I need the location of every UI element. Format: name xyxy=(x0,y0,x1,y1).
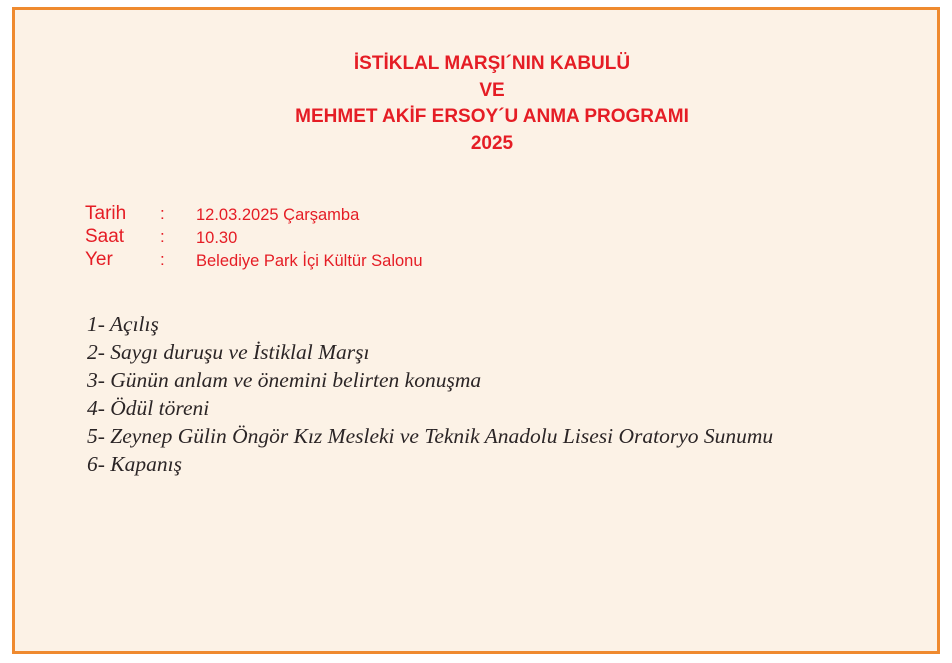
date-label: Tarih xyxy=(85,203,127,224)
time-separator: : xyxy=(160,227,165,246)
venue-label: Yer xyxy=(85,249,113,270)
agenda-item-speech: 3- Günün anlam ve önemini belirten konuşma xyxy=(87,368,482,392)
program-card xyxy=(12,7,940,654)
agenda-item-moment-of-silence: 2- Saygı duruşu ve İstiklal Marşı xyxy=(87,340,370,364)
program-title xyxy=(15,51,937,157)
title-line-1: İSTİKLAL MARŞI´NIN KABULÜ xyxy=(353,53,631,74)
agenda-item-opening: 1- Açılış xyxy=(87,312,159,336)
time-label: Saat xyxy=(85,226,125,247)
title-line-3: MEHMET AKİF ERSOY´U ANMA PROGRAMI xyxy=(295,106,689,127)
date-separator: : xyxy=(160,204,165,223)
date-value: 12.03.2025 Çarşamba xyxy=(196,206,360,224)
agenda-item-closing: 6- Kapanış xyxy=(87,452,182,476)
agenda-list xyxy=(87,310,847,478)
time-value: 10.30 xyxy=(196,229,238,247)
venue-value: Belediye Park İçi Kültür Salonu xyxy=(196,252,423,270)
title-line-2: VE xyxy=(479,79,505,101)
venue-separator: : xyxy=(160,250,165,269)
title-line-4: 2025 xyxy=(470,132,514,154)
agenda-item-oratorio: 5- Zeynep Gülin Öngör Kız Mesleki ve Teknik Anadolu Lisesi Oratoryo Sunumu xyxy=(87,424,774,448)
agenda-item-award-ceremony: 4- Ödül töreni xyxy=(87,396,210,420)
